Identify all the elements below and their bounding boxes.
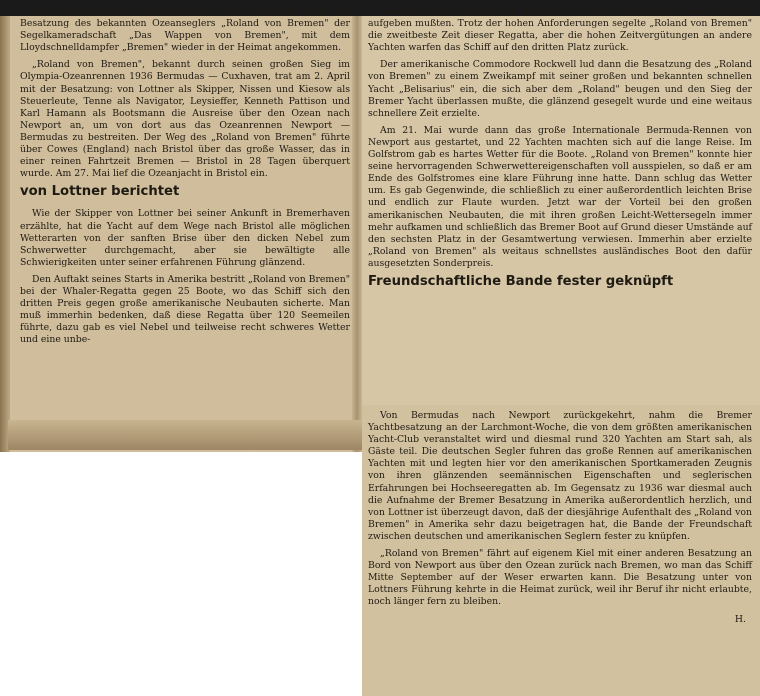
paragraph: Nach dreimonatiger Abwesenheit ist heute, Dienstag, früh, die Besatzung des bekannten Ozeanseglers „Roland von Bremen" der Segelkameradschaft „Das Wappen von Bremen", mit dem Lloydschnelldampfer „Bremen" wieder in der Heimat angekommen. [20, 6, 350, 54]
article-right-column [368, 6, 752, 298]
article-bottom-column [368, 410, 752, 626]
author-signature: H. [734, 613, 746, 625]
paragraph: Der amerikanische Commodore Rockwell lud dann die Besatzung des „Roland von Bremen" zu einem Zweikampf mit seiner großen und bekannten schnellen Yacht „Belisarius" ein, die sich aber dem „Roland" beugen und den Sieg der Bremer Yacht überlassen mußte, die glänzend gesegelt wurde und eine weitaus schnellere Zeit erzielte. [368, 59, 752, 119]
subheading: Freundschaftliche Bande fester geknüpft [368, 273, 674, 289]
subheading: von Lottner berichtet [20, 184, 180, 200]
paragraph: Am 21. Mai wurde dann das große Internationale Bermuda-Rennen von Newport aus gestartet, und 22 Yachten machten sich auf die lange Reise. Im Golfstrom gab es hartes Wetter für die Boote. „Roland von Bremen" konnte hier seine hervorragenden Schwerwettereigenschaften voll ausspielen, so daß er am Ende des Golfstromes eine klare Führung inne hatte. Dann schlug das Wetter um. Es gab Gegenwinde, die schließlich zu einer außerordentlich leichten Brise und endlich zur Flaute wurden. Jetzt war der Vorteil bei den großen amerikanischen Neubauten, die mit ihren großen Leicht-Wettersegeln immer mehr aufkamen und schließlich das Bremer Boot auf Grund dieser Umstände auf den sechsten Platz in der Gesamtwertung verwiesen. Immerhin aber erzielte „Roland von Bremen" als weitaus schnellstes ausländisches Boot den dafür ausgesetzten Sonderpreis. [368, 124, 752, 269]
article-left-column [20, 6, 350, 351]
paragraph: Den Auftakt seines Starts in Amerika bestritt „Roland von Bremen" bei der Whaler-Regatta gegen 25 Boote, wo das Schiff sich den dritten Preis gegen große amerikanische Neubauten sicherte. Man muß immerhin bedenken, daß diese Regatta über 120 Seemeilen führte, dazu gab es viel Nebel und teilweise recht schweres Wetter und eine unbe- [20, 273, 350, 346]
paragraph: „Roland von Bremen" fährt auf eigenem Kiel mit einer anderen Besatzung an Bord von Newport aus über den Ozean zurück nach Bremen, wo man das Schiff Mitte September auf der Weser erwarten kann. Die Besatzung unter von Lottners Führung kehrte in die Heimat zurück, weil ihr Beruf ihr nicht erlaubte, noch länger fern zu bleiben. [368, 548, 752, 608]
paper-edge [0, 16, 10, 452]
paper-crease [8, 420, 362, 450]
paragraph: Wie der Skipper von Lottner bei seiner Ankunft in Bremerhaven erzählte, hat die Yacht auf dem Wege nach Bristol alle möglichen Wetterarten von der sanften Brise über den dicken Nebel zum Schwerwetter durchgemacht, aber sie bewältigte alle Schwierigkeiten unter seiner erfahrenen Führung glänzend. [20, 208, 350, 268]
paragraph: Von Bermudas nach Newport zurückgekehrt, nahm die Bremer Yachtbesatzung an der Larchmont-Woche, die von dem größten amerikanischen Yacht-Club veranstaltet wird und diesmal rund 320 Yachten am Start sah, als Gäste teil. Die deutschen Segler fuhren das große Rennen auf amerikanischen Yachten mit und legten hier vor den amerikanischen Sportkameraden Zeugnis von ihren glänzenden seemännischen Eigenschaften und seglerischen Erfahrungen bei Hochseeregatten ab. Im Gegensatz zu 1936 war diesmal auch die Aufnahme der Bremer Besatzung in Amerika außerordentlich herzlich, und von Lottner ist überzeugt davon, daß der diesjährige Aufenthalt des „Roland von Bremen" in Amerika sehr dazu beigetragen hat, die Bande der Freundschaft zwischen deutschen und amerikanischen Seglern fester zu knüpfen. [368, 410, 752, 542]
paragraph: „Roland von Bremen", bekannt durch seinen großen Sieg im Olympia-Ozeanrennen 1936 Bermudas — Cuxhaven, trat am 2. April mit der Besatzung: von Lottner als Skipper, Nissen und Kiesow als Steuerleute, Tenne als Navigator, Leysieffer, Kenneth Pattison und Karl Hamann als Bootsmann die Ausreise über den Ozean nach Newport an, um von dort aus das Ozeanrennen Newport — Bermudas zu bestreiten. Der Weg des „Roland von Bremen" führte über Cowes (England) nach Bristol über das große Wasser, das in einer reinen Fahrtzeit Bremen — Bristol in 28 Tagen überquert wurde. Am 27. Mai lief die Ozeanjacht in Bristol ein. [20, 59, 350, 180]
paper-fold [352, 16, 362, 452]
paragraph: kannte starke Strömung, so daß selbst von den Amerikanern viele Yachten aufgeben mußten. Trotz der hohen Anforderungen segelte „Roland von Bremen" die zweitbeste Zeit dieser Regatta, aber die hohen Zeitvergütungen an andere Yachten warfen das Schiff auf den dritten Platz zurück. [368, 6, 752, 54]
